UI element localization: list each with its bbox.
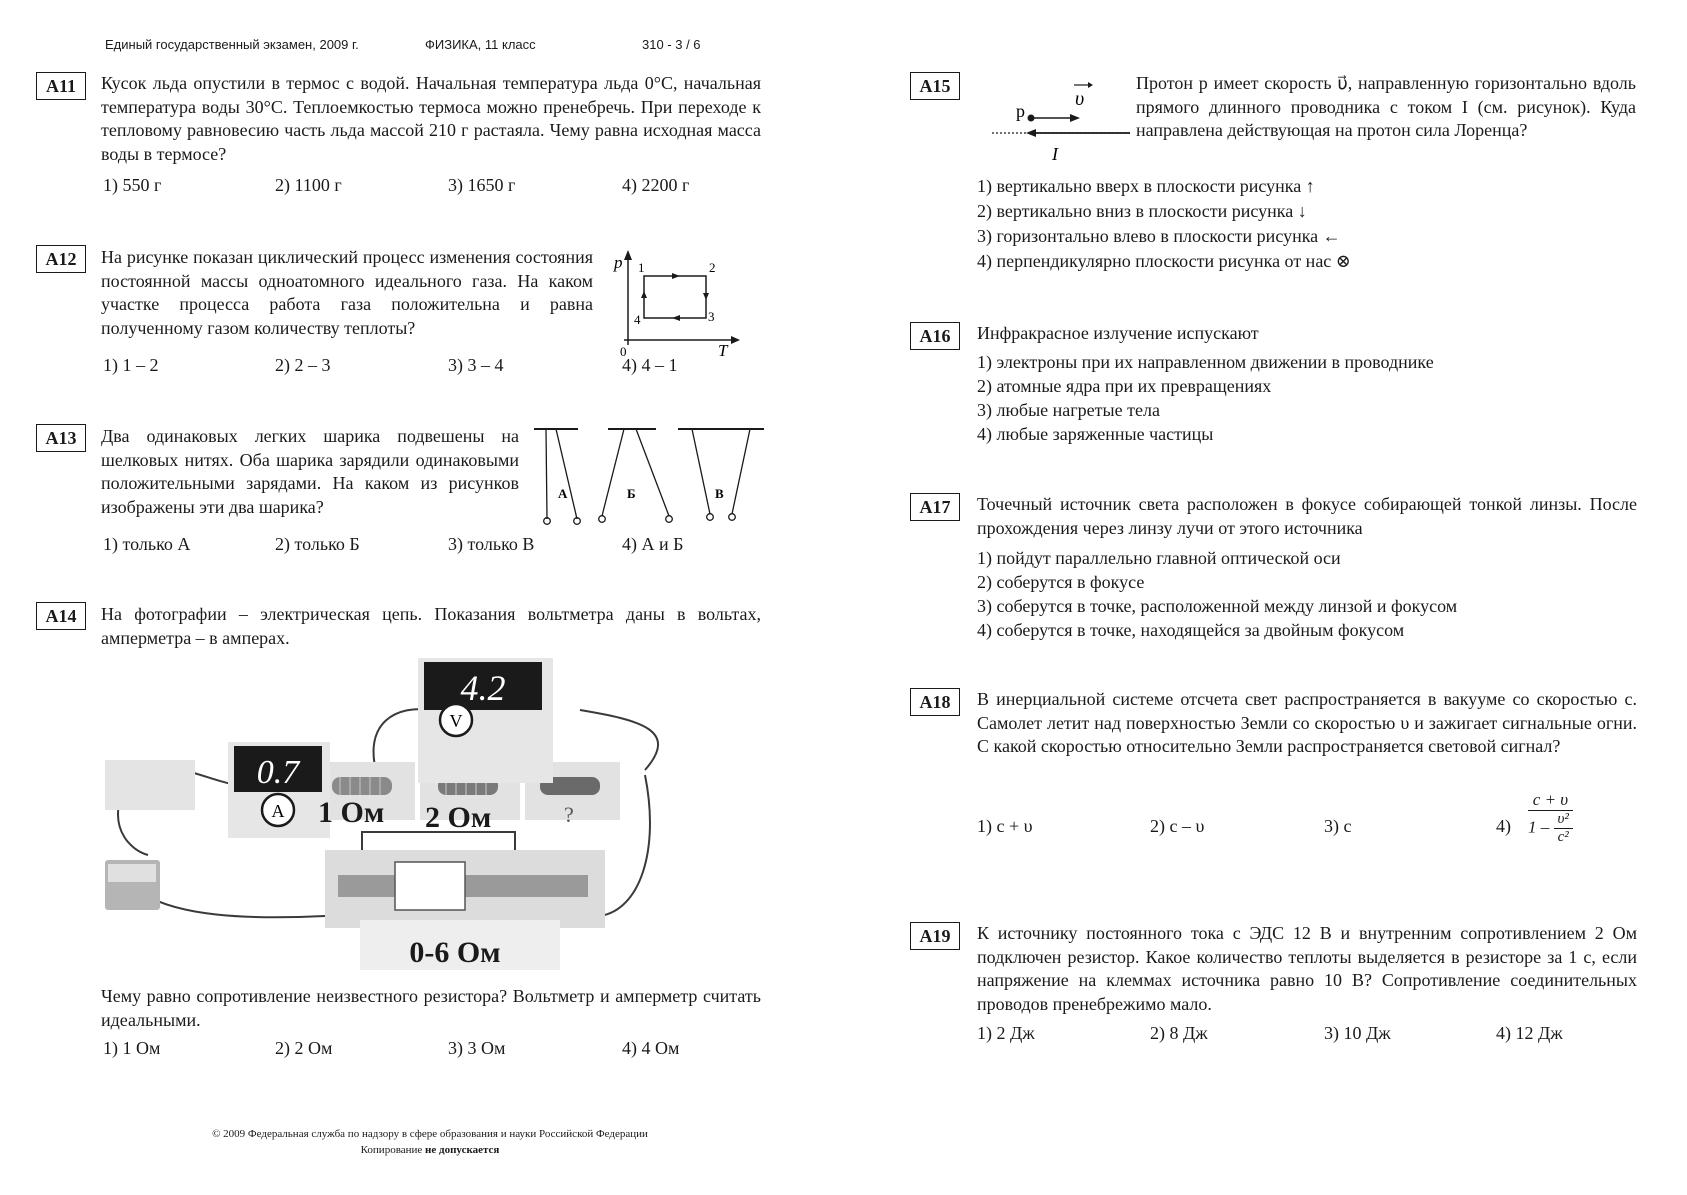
pt-cycle-diagram xyxy=(606,248,746,358)
point-2: 2 xyxy=(709,260,716,275)
option-a11-1[interactable]: 1) 550 г xyxy=(103,175,162,195)
option-a18-4[interactable]: 4) xyxy=(1496,816,1511,836)
option-a19-1[interactable]: 1) 2 Дж xyxy=(977,1023,1035,1043)
option-a18-1[interactable]: 1) c + υ xyxy=(977,816,1033,836)
option-a17-2[interactable]: 2) соберутся в фокусе xyxy=(977,572,1145,592)
option-a19-4[interactable]: 4) 12 Дж xyxy=(1496,1023,1563,1043)
figure-label-a: А xyxy=(558,486,568,501)
option-a12-1[interactable]: 1) 1 – 2 xyxy=(103,355,159,375)
axis-label-t: T xyxy=(718,341,728,358)
option-a11-3[interactable]: 3) 1650 г xyxy=(448,175,516,195)
resistor-label-2: 2 Ом xyxy=(425,801,492,834)
option-a11-4[interactable]: 4) 2200 г xyxy=(622,175,690,195)
option-a13-2[interactable]: 2) только Б xyxy=(275,534,360,554)
option-a14-1[interactable]: 1) 1 Ом xyxy=(103,1038,161,1058)
option-a18-4-formula: c + υ 1 – $\frac{\text{υ²}}{\text{c²}}$ xyxy=(1528,790,1573,846)
option-a15-3[interactable]: 3) горизонтально влево в плоскости рисунка ← xyxy=(977,226,1341,246)
header-page: 310 - 3 / 6 xyxy=(642,37,701,52)
option-a11-2[interactable]: 2) 1100 г xyxy=(275,175,342,195)
option-a19-2[interactable]: 2) 8 Дж xyxy=(1150,1023,1208,1043)
question-text-a13: Два одинаковых легких шарика подвешены на шелковых нитях. Оба шарика зарядили одинаковыми положительными зарядами. На каком из рисунков изображены эти два шарика? xyxy=(101,426,519,517)
option-a18-3[interactable]: 3) c xyxy=(1324,816,1352,836)
option-a15-4[interactable]: 4) перпендикулярно плоскости рисунка от нас ⊗ xyxy=(977,251,1351,271)
option-a14-4[interactable]: 4) 4 Ом xyxy=(622,1038,680,1058)
option-a14-3[interactable]: 3) 3 Ом xyxy=(448,1038,506,1058)
resistor-label-1: 1 Ом xyxy=(318,796,385,829)
lorentz-figure xyxy=(990,75,1140,165)
axis-label-p: p xyxy=(614,253,623,272)
axis-origin: 0 xyxy=(620,344,627,358)
figure-label-v: В xyxy=(715,486,724,501)
charged-balls-figure xyxy=(530,422,770,532)
option-a19-3[interactable]: 3) 10 Дж xyxy=(1324,1023,1391,1043)
option-a13-4[interactable]: 4) А и Б xyxy=(622,534,684,554)
option-a16-4[interactable]: 4) любые заряженные частицы xyxy=(977,424,1214,444)
voltmeter-reading: 4.2 xyxy=(460,668,506,708)
question-number-a13: A13 xyxy=(36,424,86,452)
question-text-a16: Инфракрасное излучение испускают xyxy=(977,323,1259,343)
proton-label: p xyxy=(1016,101,1025,121)
question-text-a17: Точечный источник света расположен в фокусе собирающей тонкой линзы. После прохождения через линзу лучи от этого источника xyxy=(977,494,1637,538)
rheostat-label: 0-6 Ом xyxy=(409,936,501,969)
footer-copy-notice: Копирование не допускается xyxy=(360,1144,500,1156)
option-a12-3[interactable]: 3) 3 – 4 xyxy=(448,355,504,375)
ammeter-reading: 0.7 xyxy=(256,754,300,791)
footer-copyright: © 2009 Федеральная служба по надзору в сфере образования и науки Российской Федерации xyxy=(212,1128,648,1140)
option-a12-4[interactable]: 4) 4 – 1 xyxy=(622,355,678,375)
option-a17-4[interactable]: 4) соберутся в точке, находящейся за двойным фокусом xyxy=(977,620,1405,640)
option-a14-2[interactable]: 2) 2 Ом xyxy=(275,1038,333,1058)
figure-label-b: Б xyxy=(627,486,636,501)
option-a12-2[interactable]: 2) 2 – 3 xyxy=(275,355,331,375)
option-a17-1[interactable]: 1) пойдут параллельно главной оптической оси xyxy=(977,548,1341,568)
question-text-a12: На рисунке показан циклический процесс изменения состояния постоянной массы одноатомного идеального газа. На каком участке процесса работа газа положительна и равна полученному газом количеству теплоты? xyxy=(101,247,593,338)
question-number-a15: A15 xyxy=(910,72,960,100)
question-number-a12: A12 xyxy=(36,245,86,273)
question-text-a14: На фотографии – электрическая цепь. Показания вольтметра даны в вольтах, амперметра – в амперах. xyxy=(101,604,761,648)
question-number-a14: A14 xyxy=(36,602,86,630)
question-text-a18: В инерциальной системе отсчета свет распространяется в вакууме со скоростью c. Самолет летит над поверхностью Земли со скоростью υ и зажигает сигнальные огни. С какой скоростью относительно Земли распространяется световой сигнал? xyxy=(977,689,1637,756)
question-text2-a14: Чему равно сопротивление неизвестного резистора? Вольтметр и амперметр считать идеальными. xyxy=(101,986,761,1030)
option-a16-3[interactable]: 3) любые нагретые тела xyxy=(977,400,1160,420)
option-a17-3[interactable]: 3) соберутся в точке, расположенной между линзой и фокусом xyxy=(977,596,1458,616)
velocity-label: υ xyxy=(1075,88,1085,110)
option-a15-1[interactable]: 1) вертикально вверх в плоскости рисунка ↑ xyxy=(977,176,1315,196)
option-a13-1[interactable]: 1) только А xyxy=(103,534,191,554)
resistor-label-unknown: ? xyxy=(564,802,574,827)
point-4: 4 xyxy=(634,312,641,327)
option-a16-1[interactable]: 1) электроны при их направленном движении в проводнике xyxy=(977,352,1434,372)
question-number-a18: A18 xyxy=(910,688,960,716)
question-text-a11: Кусок льда опустили в термос с водой. Начальная температура льда 0°C, начальная температура воды 30°C. Теплоемкостью термоса можно пренебречь. При переходе к тепловому равновесию часть льда массой 210 г растаяла. Чему равна исходная масса воды в термосе? xyxy=(101,73,761,164)
question-number-a19: A19 xyxy=(910,922,960,950)
voltmeter-symbol: V xyxy=(449,711,463,731)
option-a16-2[interactable]: 2) атомные ядра при их превращениях xyxy=(977,376,1272,396)
circuit-photo xyxy=(100,650,710,980)
option-a13-3[interactable]: 3) только В xyxy=(448,534,535,554)
question-text-a15: Протон p имеет скорость υ⃗, направленную горизонтально вдоль прямого длинного проводника с током I (см. рисунок). Куда направлена действующая на протон сила Лоренца? xyxy=(1136,73,1636,140)
question-text-a19: К источнику постоянного тока с ЭДС 12 В и внутренним сопротивлением 2 Ом подключен резистор. Какое количество теплоты выделяется в резисторе за 1 с, если напряжение на клеммах источника равно 10 В? Сопротивление соединительных проводов пренебрежимо мало. xyxy=(977,923,1637,1014)
point-3: 3 xyxy=(708,309,715,324)
question-number-a17: A17 xyxy=(910,493,960,521)
option-a15-2[interactable]: 2) вертикально вниз в плоскости рисунка ↓ xyxy=(977,201,1307,221)
current-label: I xyxy=(1052,144,1058,164)
question-number-a11: A11 xyxy=(36,72,86,100)
ammeter-symbol: A xyxy=(271,801,285,821)
header-subject: ФИЗИКА, 11 класс xyxy=(425,37,536,52)
question-number-a16: A16 xyxy=(910,322,960,350)
option-a18-2[interactable]: 2) c – υ xyxy=(1150,816,1205,836)
header-exam: Единый государственный экзамен, 2009 г. xyxy=(105,37,359,52)
point-1: 1 xyxy=(638,260,645,275)
